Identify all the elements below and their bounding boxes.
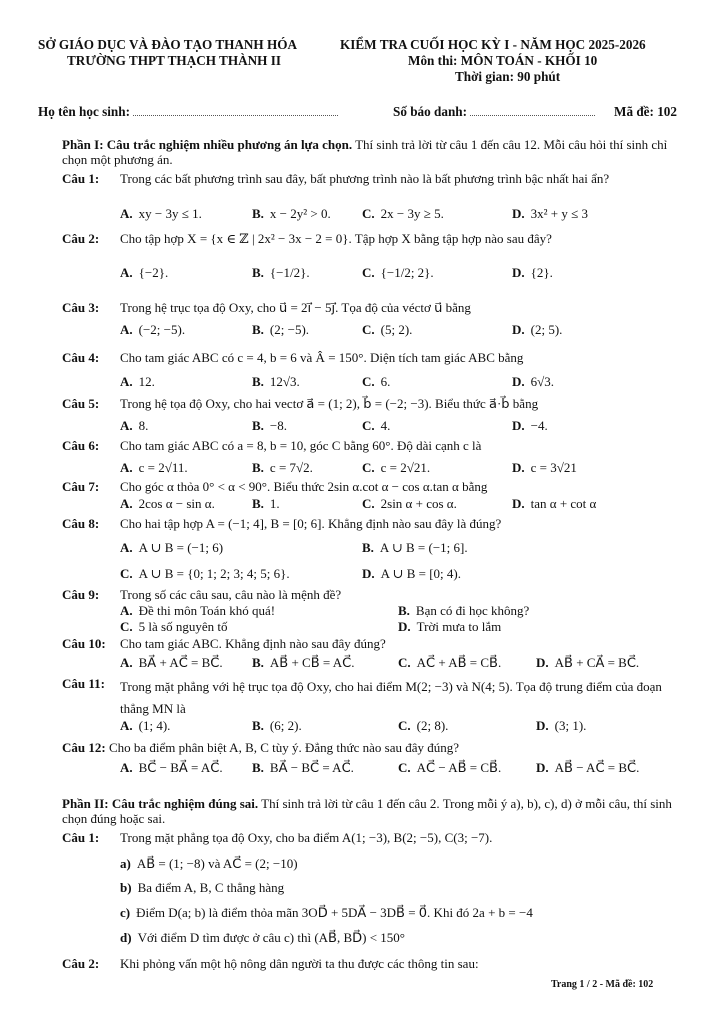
q10-option-d[interactable]: D. AB⃗ + CA⃗ = BC⃗. xyxy=(536,655,640,670)
part1-instruction: Thí sinh trả lời từ câu 1 đến câu 12. Mỗi câu hỏi thí sinh chỉ chọn một phương án. xyxy=(62,137,668,167)
p2-q1-statement-d[interactable]: d) Với điểm D tìm được ở câu c) thì (AB⃗, BD⃗) < 150° xyxy=(120,930,406,945)
p2-q1-statement-b[interactable]: b) Ba điểm A, B, C thẳng hàng xyxy=(120,880,285,895)
q7-text: Cho góc α thỏa 0° < α < 90°. Biểu thức 2sin α.cot α − cos α.tan α bằng xyxy=(120,479,488,494)
p2-q2-text: Khi phỏng vấn một hộ nông dân người ta thu được các thông tin sau: xyxy=(120,956,479,971)
q4-option-d[interactable]: D. 6√3. xyxy=(512,374,555,389)
q6-label: Câu 6: xyxy=(62,438,100,453)
p2-q1-statement-a[interactable]: a) AB⃗ = (1; −8) và AC⃗ = (2; −10) xyxy=(120,856,298,871)
q5-label: Câu 5: xyxy=(62,396,100,411)
q8-option-b[interactable]: B. A ∪ B = (−1; 6]. xyxy=(362,540,468,555)
q9-label: Câu 9: xyxy=(62,587,100,602)
part2-title: Phần II: Câu trắc nghiệm đúng sai. xyxy=(62,796,259,811)
q3-option-d[interactable]: D. (2; 5). xyxy=(512,322,563,337)
q11-text: Trong mặt phẳng với hệ trục tọa độ Oxy, cho hai điểm M(2; −3) và N(4; 5). Tọa độ trung điểm của đoạn thẳng MN là xyxy=(120,679,662,716)
q5-option-b[interactable]: B. −8. xyxy=(252,418,288,433)
q4-label: Câu 4: xyxy=(62,350,100,365)
q5-option-a[interactable]: A. 8. xyxy=(120,418,149,433)
q8-option-c[interactable]: C. A ∪ B = {0; 1; 2; 3; 4; 5; 6}. xyxy=(120,566,290,581)
q4-option-c[interactable]: C. 6. xyxy=(362,374,391,389)
q10-option-a[interactable]: A. BA⃗ + AC⃗ = BC⃗. xyxy=(120,655,223,670)
time-limit: Thời gian: 90 phút xyxy=(455,69,561,84)
q3-text: Trong hệ trục tọa độ Oxy, cho u⃗ = 2i⃗ − 5j⃗. Tọa độ của véctơ u⃗ bằng xyxy=(120,300,471,315)
q10-text: Cho tam giác ABC. Khẳng định nào sau đây đúng? xyxy=(120,636,386,651)
q7-option-b[interactable]: B. 1. xyxy=(252,496,280,511)
q12-option-b[interactable]: B. BA⃗ − BC⃗ = AC⃗. xyxy=(252,760,354,775)
p2-q2-label: Câu 2: xyxy=(62,956,100,971)
student-name-field[interactable] xyxy=(38,104,338,120)
q2-option-d[interactable]: D. {2}. xyxy=(512,265,553,280)
school-name: TRƯỜNG THPT THẠCH THÀNH II xyxy=(67,53,281,68)
exam-code: Mã đề: 102 xyxy=(614,104,677,119)
q1-option-c[interactable]: C. 2x − 3y ≥ 5. xyxy=(362,206,444,221)
q2-label: Câu 2: xyxy=(62,231,100,246)
q1-label: Câu 1: xyxy=(62,171,100,186)
q8-option-d[interactable]: D. A ∪ B = [0; 4). xyxy=(362,566,461,581)
q6-option-c[interactable]: C. c = 2√21. xyxy=(362,460,431,475)
q5-option-d[interactable]: D. −4. xyxy=(512,418,548,433)
q6-option-b[interactable]: B. c = 7√2. xyxy=(252,460,313,475)
q6-option-d[interactable]: D. c = 3√21 xyxy=(512,460,577,475)
q12-text: Cho ba điểm phân biệt A, B, C tùy ý. Đẳng thức nào sau đây đúng? xyxy=(108,740,460,755)
q1-text: Trong các bất phương trình sau đây, bất phương trình nào là bất phương trình bậc nhất hai ẩn? xyxy=(120,171,610,186)
q1-option-a[interactable]: A. xy − 3y ≤ 1. xyxy=(120,206,202,221)
q2-option-a[interactable]: A. {−2}. xyxy=(120,265,169,280)
department-name: SỞ GIÁO DỤC VÀ ĐÀO TẠO THANH HÓA xyxy=(38,37,298,52)
candidate-number-field[interactable] xyxy=(393,104,595,120)
q3-option-a[interactable]: A. (−2; −5). xyxy=(120,322,186,337)
candidate-number-label: Số báo danh: xyxy=(393,104,468,119)
q9-option-c[interactable]: C. 5 là số nguyên tố xyxy=(120,619,228,634)
subject-line: Môn thi: MÔN TOÁN - KHỐI 10 xyxy=(408,53,598,68)
p2-q1-label: Câu 1: xyxy=(62,830,100,845)
q12-option-c[interactable]: C. AC⃗ − AB⃗ = CB⃗. xyxy=(398,760,502,775)
q7-option-d[interactable]: D. tan α + cot α xyxy=(512,496,597,511)
q3-label: Câu 3: xyxy=(62,300,100,315)
q12-option-d[interactable]: D. AB⃗ − AC⃗ = BC⃗. xyxy=(536,760,640,775)
q8-option-a[interactable]: A. A ∪ B = (−1; 6) xyxy=(120,540,224,555)
p2-q1-statement-c[interactable]: c) Điểm D(a; b) là điểm thỏa mãn 3OD⃗ + 5DA⃗ − 3DB⃗ = 0⃗. Khi đó 2a + b = −4 xyxy=(120,905,533,920)
q5-option-c[interactable]: C. 4. xyxy=(362,418,391,433)
student-name-label: Họ tên học sinh: xyxy=(38,104,130,119)
part2-instruction: Thí sinh trả lời từ câu 1 đến câu 2. Trong mỗi ý a), b), c), d) ở mỗi câu, thí sinh chọn đúng hoặc sai. xyxy=(62,796,672,826)
q11-option-a[interactable]: A. (1; 4). xyxy=(120,718,171,733)
q12-stem xyxy=(62,740,459,755)
q11-option-c[interactable]: C. (2; 8). xyxy=(398,718,449,733)
q6-option-a[interactable]: A. c = 2√11. xyxy=(120,460,188,475)
q8-label: Câu 8: xyxy=(62,516,100,531)
part1-title: Phần I: Câu trắc nghiệm nhiều phương án lựa chọn. xyxy=(62,137,353,152)
q12-label: Câu 12: xyxy=(62,740,106,755)
q1-option-d[interactable]: D. 3x² + y ≤ 3 xyxy=(512,206,589,221)
q11-label: Câu 11: xyxy=(62,676,105,691)
q4-option-b[interactable]: B. 12√3. xyxy=(252,374,300,389)
q9-option-a[interactable]: A. Đề thi môn Toán khó quá! xyxy=(120,603,276,618)
q4-option-a[interactable]: A. 12. xyxy=(120,374,155,389)
q2-option-c[interactable]: C. {−1/2; 2}. xyxy=(362,265,434,280)
q9-option-b[interactable]: B. Bạn có đi học không? xyxy=(398,603,530,618)
q10-option-c[interactable]: C. AC⃗ + AB⃗ = CB⃗. xyxy=(398,655,502,670)
q2-text: Cho tập hợp X = {x ∈ ℤ | 2x² − 3x − 2 = 0}. Tập hợp X bằng tập hợp nào sau đây? xyxy=(120,231,552,246)
q3-option-b[interactable]: B. (2; −5). xyxy=(252,322,310,337)
q11-option-b[interactable]: B. (6; 2). xyxy=(252,718,302,733)
q10-label: Câu 10: xyxy=(62,636,106,651)
q6-text: Cho tam giác ABC có a = 8, b = 10, góc C bằng 60°. Độ dài cạnh c là xyxy=(120,438,482,453)
q4-text: Cho tam giác ABC có c = 4, b = 6 và Â = 150°. Diện tích tam giác ABC bằng xyxy=(120,350,524,365)
q3-option-c[interactable]: C. (5; 2). xyxy=(362,322,413,337)
q12-option-a[interactable]: A. BC⃗ − BA⃗ = AC⃗. xyxy=(120,760,223,775)
q8-text: Cho hai tập hợp A = (−1; 4], B = [0; 6]. Khẳng định nào sau đây là đúng? xyxy=(120,516,502,531)
q9-option-d[interactable]: D. Trời mưa to lắm xyxy=(398,619,502,634)
candidate-number-blank xyxy=(470,105,595,116)
q2-option-b[interactable]: B. {−1/2}. xyxy=(252,265,310,280)
q9-text: Trong số các câu sau, câu nào là mệnh đề? xyxy=(120,587,342,602)
page-footer: Trang 1 / 2 - Mã đề: 102 xyxy=(551,979,654,990)
q7-label: Câu 7: xyxy=(62,479,100,494)
part2-intro xyxy=(62,796,687,826)
q7-option-c[interactable]: C. 2sin α + cos α. xyxy=(362,496,457,511)
p2-q1-text: Trong mặt phẳng tọa độ Oxy, cho ba điểm A(1; −3), B(2; −5), C(3; −7). xyxy=(120,830,493,845)
q5-text: Trong hệ tọa độ Oxy, cho hai vectơ a⃗ = (1; 2), b⃗ = (−2; −3). Biểu thức a⃗·b⃗ bằng xyxy=(120,396,539,411)
q10-option-b[interactable]: B. AB⃗ + CB⃗ = AC⃗. xyxy=(252,655,355,670)
exam-title: KIỂM TRA CUỐI HỌC KỲ I - NĂM HỌC 2025-2026 xyxy=(340,37,646,52)
part1-intro xyxy=(62,137,687,167)
q1-option-b[interactable]: B. x − 2y² > 0. xyxy=(252,206,331,221)
q11-option-d[interactable]: D. (3; 1). xyxy=(536,718,587,733)
q7-option-a[interactable]: A. 2cos α − sin α. xyxy=(120,496,215,511)
student-name-blank xyxy=(133,105,338,116)
